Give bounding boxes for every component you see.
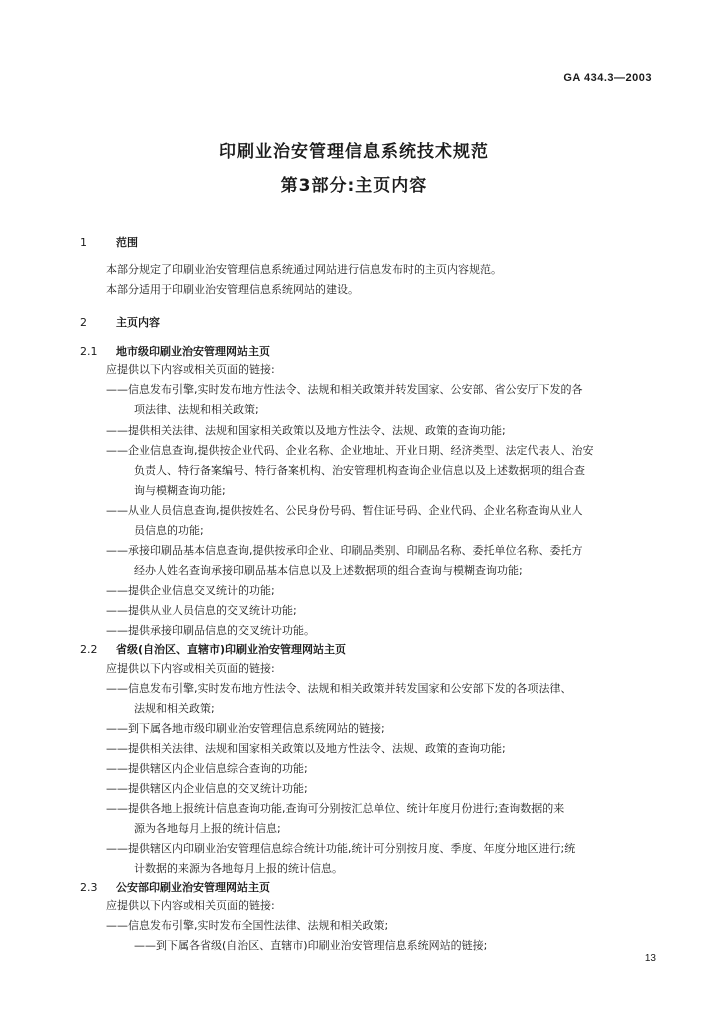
list-item-continued: 询与模糊查询功能; xyxy=(134,484,226,497)
document-subtitle: 第3部分:主页内容 xyxy=(280,176,428,196)
list-item: ——提供企业信息交叉统计的功能; xyxy=(106,584,275,597)
section-heading: 2 主页内容 xyxy=(80,316,160,329)
paragraph: 应提供以下内容或相关页面的链接: xyxy=(106,662,275,675)
list-item-continued: 源为各地每月上报的统计信息; xyxy=(134,822,281,835)
list-item: ——到下属各省级(自治区、直辖市)印刷业治安管理信息系统网站的链接; xyxy=(134,939,488,952)
standard-number: GA 434.3—2003 xyxy=(563,72,652,84)
section-heading: 1 范围 xyxy=(80,236,138,249)
document-title: 印刷业治安管理信息系统技术规范 xyxy=(219,142,489,162)
list-item: ——提供辖区内企业信息综合查询的功能; xyxy=(106,762,308,775)
list-item: ——提供各地上报统计信息查询功能,查询可分别按汇总单位、统计年度月份进行;查询数据的来 xyxy=(106,802,565,815)
paragraph: 应提供以下内容或相关页面的链接: xyxy=(106,363,275,376)
paragraph: 本部分适用于印刷业治安管理信息系统网站的建设。 xyxy=(106,283,359,296)
list-item: ——信息发布引擎,实时发布地方性法令、法规和相关政策并转发国家、公安部、省公安厅下发的各 xyxy=(106,383,583,396)
list-item-continued: 法规和相关政策; xyxy=(134,702,215,715)
list-item-continued: 员信息的功能; xyxy=(134,524,204,537)
list-item: ——提供辖区内印刷业治安管理信息综合统计功能,统计可分别按月度、季度、年度分地区进行;统 xyxy=(106,842,576,855)
list-item: ——到下属各地市级印刷业治安管理信息系统网站的链接; xyxy=(106,722,385,735)
list-item: ——提供辖区内企业信息的交叉统计功能; xyxy=(106,782,308,795)
list-item: ——提供相关法律、法规和国家相关政策以及地方性法令、法规、政策的查询功能; xyxy=(106,742,506,755)
list-item-continued: 计数据的来源为各地每月上报的统计信息。 xyxy=(134,862,343,875)
list-item: ——承接印刷品基本信息查询,提供按承印企业、印刷品类别、印刷品名称、委托单位名称、委托方 xyxy=(106,544,583,557)
paragraph: 应提供以下内容或相关页面的链接: xyxy=(106,899,275,912)
list-item: ——信息发布引擎,实时发布全国性法律、法规和相关政策; xyxy=(106,919,389,932)
subsection-heading: 2.3 公安部印刷业治安管理网站主页 xyxy=(80,881,270,894)
list-item: ——信息发布引擎,实时发布地方性法令、法规和相关政策并转发国家和公安部下发的各项法律、 xyxy=(106,682,572,695)
list-item: ——提供从业人员信息的交叉统计功能; xyxy=(106,604,297,617)
list-item: ——从业人员信息查询,提供按姓名、公民身份号码、暂住证号码、企业代码、企业名称查询从业人 xyxy=(106,504,583,517)
page-number: 13 xyxy=(644,953,656,964)
subsection-heading: 2.2 省级(自治区、直辖市)印刷业治安管理网站主页 xyxy=(80,643,347,656)
list-item-continued: 经办人姓名查询承接印刷品基本信息以及上述数据项的组合查询与模糊查询功能; xyxy=(134,564,523,577)
list-item: ——企业信息查询,提供按企业代码、企业名称、企业地址、开业日期、经济类型、法定代表人、治安 xyxy=(106,444,594,457)
list-item: ——提供承接印刷品信息的交叉统计功能。 xyxy=(106,624,315,637)
subsection-heading: 2.1 地市级印刷业治安管理网站主页 xyxy=(80,345,270,358)
list-item-continued: 项法律、法规和相关政策; xyxy=(134,403,259,416)
list-item: ——提供相关法律、法规和国家相关政策以及地方性法令、法规、政策的查询功能; xyxy=(106,424,506,437)
paragraph: 本部分规定了印刷业治安管理信息系统通过网站进行信息发布时的主页内容规范。 xyxy=(106,263,502,276)
list-item-continued: 负责人、特行备案编号、特行备案机构、治安管理机构查询企业信息以及上述数据项的组合查 xyxy=(134,464,585,477)
